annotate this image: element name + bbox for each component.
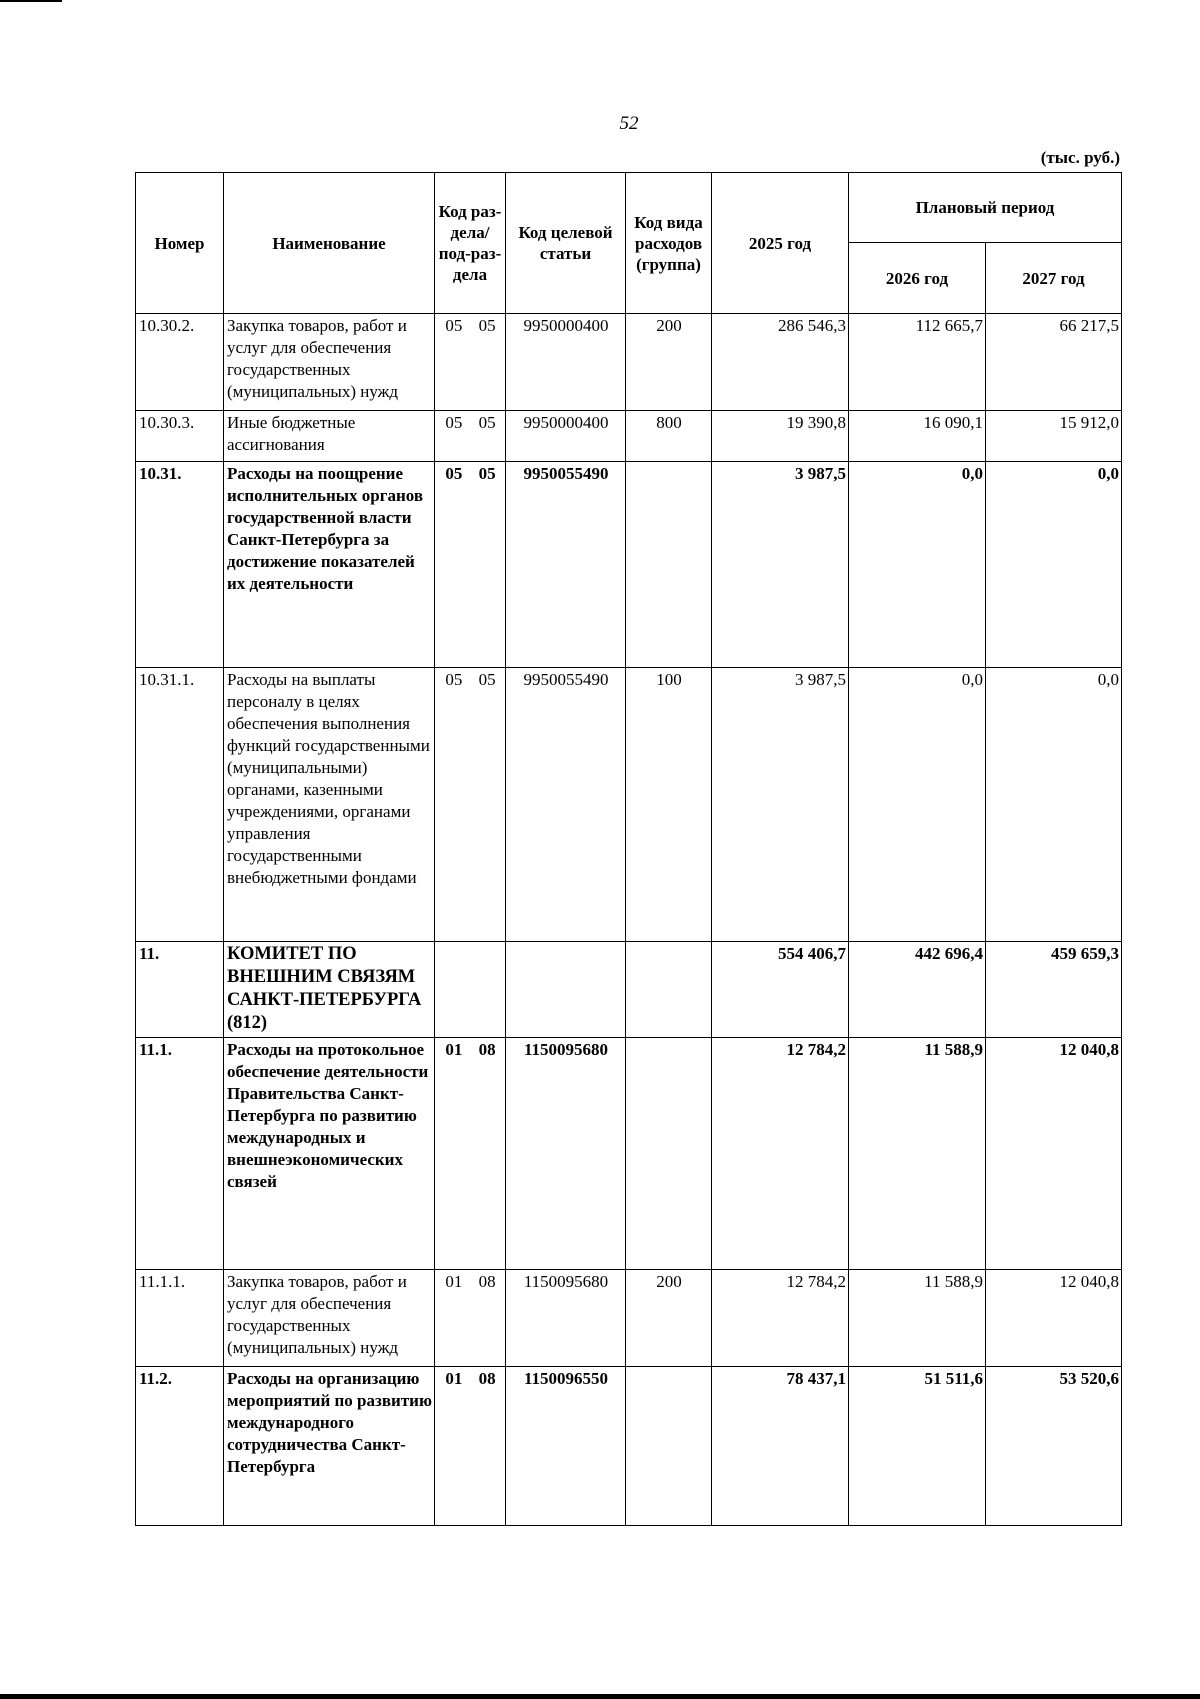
row-2026: 112 665,7 [849, 314, 986, 411]
row-vr [626, 1038, 712, 1270]
row-2025: 19 390,8 [712, 411, 849, 462]
row-2025: 78 437,1 [712, 1367, 849, 1526]
row-razdel: 05 05 [435, 668, 506, 942]
table-row [136, 942, 1122, 1038]
unit-note: (тыс. руб.) [1040, 148, 1120, 167]
header-2025: 2025 год [712, 173, 849, 314]
row-name: КОМИТЕТ ПО ВНЕШНИМ СВЯЗЯМ САНКТ-ПЕТЕРБУРГА (812) [224, 942, 435, 1038]
table-row [136, 1038, 1122, 1270]
row-number: 10.30.2. [136, 314, 224, 411]
row-number: 10.31. [136, 462, 224, 668]
header-row-top [136, 173, 1122, 243]
scan-edge-mark [0, 0, 62, 2]
row-vr: 200 [626, 1270, 712, 1367]
row-number: 10.30.3. [136, 411, 224, 462]
row-2025: 554 406,7 [712, 942, 849, 1038]
row-csr: 1150096550 [506, 1367, 626, 1526]
row-name: Расходы на организацию мероприятий по развитию международного сотрудничества Санкт-Петербурга [224, 1367, 435, 1526]
row-name: Иные бюджетные ассигнования [224, 411, 435, 462]
table-row [136, 1367, 1122, 1526]
row-2025: 12 784,2 [712, 1270, 849, 1367]
row-2025: 286 546,3 [712, 314, 849, 411]
scan-bottom-edge [0, 1694, 1200, 1699]
header-2027: 2027 год [986, 243, 1122, 314]
row-2027: 15 912,0 [986, 411, 1122, 462]
row-csr [506, 942, 626, 1038]
row-name: Закупка товаров, работ и услуг для обеспечения государственных (муниципальных) нужд [224, 1270, 435, 1367]
row-vr: 100 [626, 668, 712, 942]
row-2026: 0,0 [849, 668, 986, 942]
row-number: 11.1.1. [136, 1270, 224, 1367]
row-2027: 12 040,8 [986, 1270, 1122, 1367]
row-2026: 51 511,6 [849, 1367, 986, 1526]
table-row [136, 1270, 1122, 1367]
row-2025: 3 987,5 [712, 462, 849, 668]
table-row [136, 462, 1122, 668]
row-razdel: 05 05 [435, 314, 506, 411]
row-vr: 200 [626, 314, 712, 411]
table-row [136, 668, 1122, 942]
row-csr: 9950055490 [506, 668, 626, 942]
row-2027: 0,0 [986, 668, 1122, 942]
row-vr [626, 462, 712, 668]
row-2026: 11 588,9 [849, 1270, 986, 1367]
row-2027: 459 659,3 [986, 942, 1122, 1038]
budget-table [135, 172, 1122, 1526]
row-2026: 0,0 [849, 462, 986, 668]
row-number: 11.2. [136, 1367, 224, 1526]
row-2026: 16 090,1 [849, 411, 986, 462]
row-2027: 0,0 [986, 462, 1122, 668]
row-csr: 1150095680 [506, 1038, 626, 1270]
row-csr: 9950055490 [506, 462, 626, 668]
row-razdel: 05 05 [435, 411, 506, 462]
row-2026: 11 588,9 [849, 1038, 986, 1270]
table-row [136, 314, 1122, 411]
row-number: 10.31.1. [136, 668, 224, 942]
header-2026: 2026 год [849, 243, 986, 314]
row-number: 11. [136, 942, 224, 1038]
row-name: Расходы на протокольное обеспечение деятельности Правительства Санкт-Петербурга по развитию международных и внешнеэкономических связей [224, 1038, 435, 1270]
row-razdel: 01 08 [435, 1038, 506, 1270]
row-razdel: 01 08 [435, 1270, 506, 1367]
row-vr: 800 [626, 411, 712, 462]
page-number: 52 [619, 113, 639, 134]
row-number: 11.1. [136, 1038, 224, 1270]
header-csr: Код целевой статьи [506, 173, 626, 314]
row-csr: 9950000400 [506, 314, 626, 411]
table-row [136, 411, 1122, 462]
row-2027: 12 040,8 [986, 1038, 1122, 1270]
row-razdel [435, 942, 506, 1038]
header-razdel: Код раз-дела/ под-раз-дела [435, 173, 506, 314]
row-razdel: 05 05 [435, 462, 506, 668]
row-csr: 1150095680 [506, 1270, 626, 1367]
row-2025: 3 987,5 [712, 668, 849, 942]
row-2025: 12 784,2 [712, 1038, 849, 1270]
row-2027: 53 520,6 [986, 1367, 1122, 1526]
row-2027: 66 217,5 [986, 314, 1122, 411]
row-csr: 9950000400 [506, 411, 626, 462]
row-name: Закупка товаров, работ и услуг для обеспечения государственных (муниципальных) нужд [224, 314, 435, 411]
row-2026: 442 696,4 [849, 942, 986, 1038]
header-planned-period: Плановый период [849, 173, 1122, 243]
header-name: Наименование [224, 173, 435, 314]
row-razdel: 01 08 [435, 1367, 506, 1526]
row-vr [626, 1367, 712, 1526]
row-vr [626, 942, 712, 1038]
header-number: Номер [136, 173, 224, 314]
row-name: Расходы на поощрение исполнительных органов государственной власти Санкт-Петербурга за достижение показателей их деятельности [224, 462, 435, 668]
row-name: Расходы на выплаты персоналу в целях обеспечения выполнения функций государственными (муниципальными) органами, казенными учреждениями, органами управления государственными внебюджетными фондами [224, 668, 435, 942]
header-vr: Код вида расходов (группа) [626, 173, 712, 314]
